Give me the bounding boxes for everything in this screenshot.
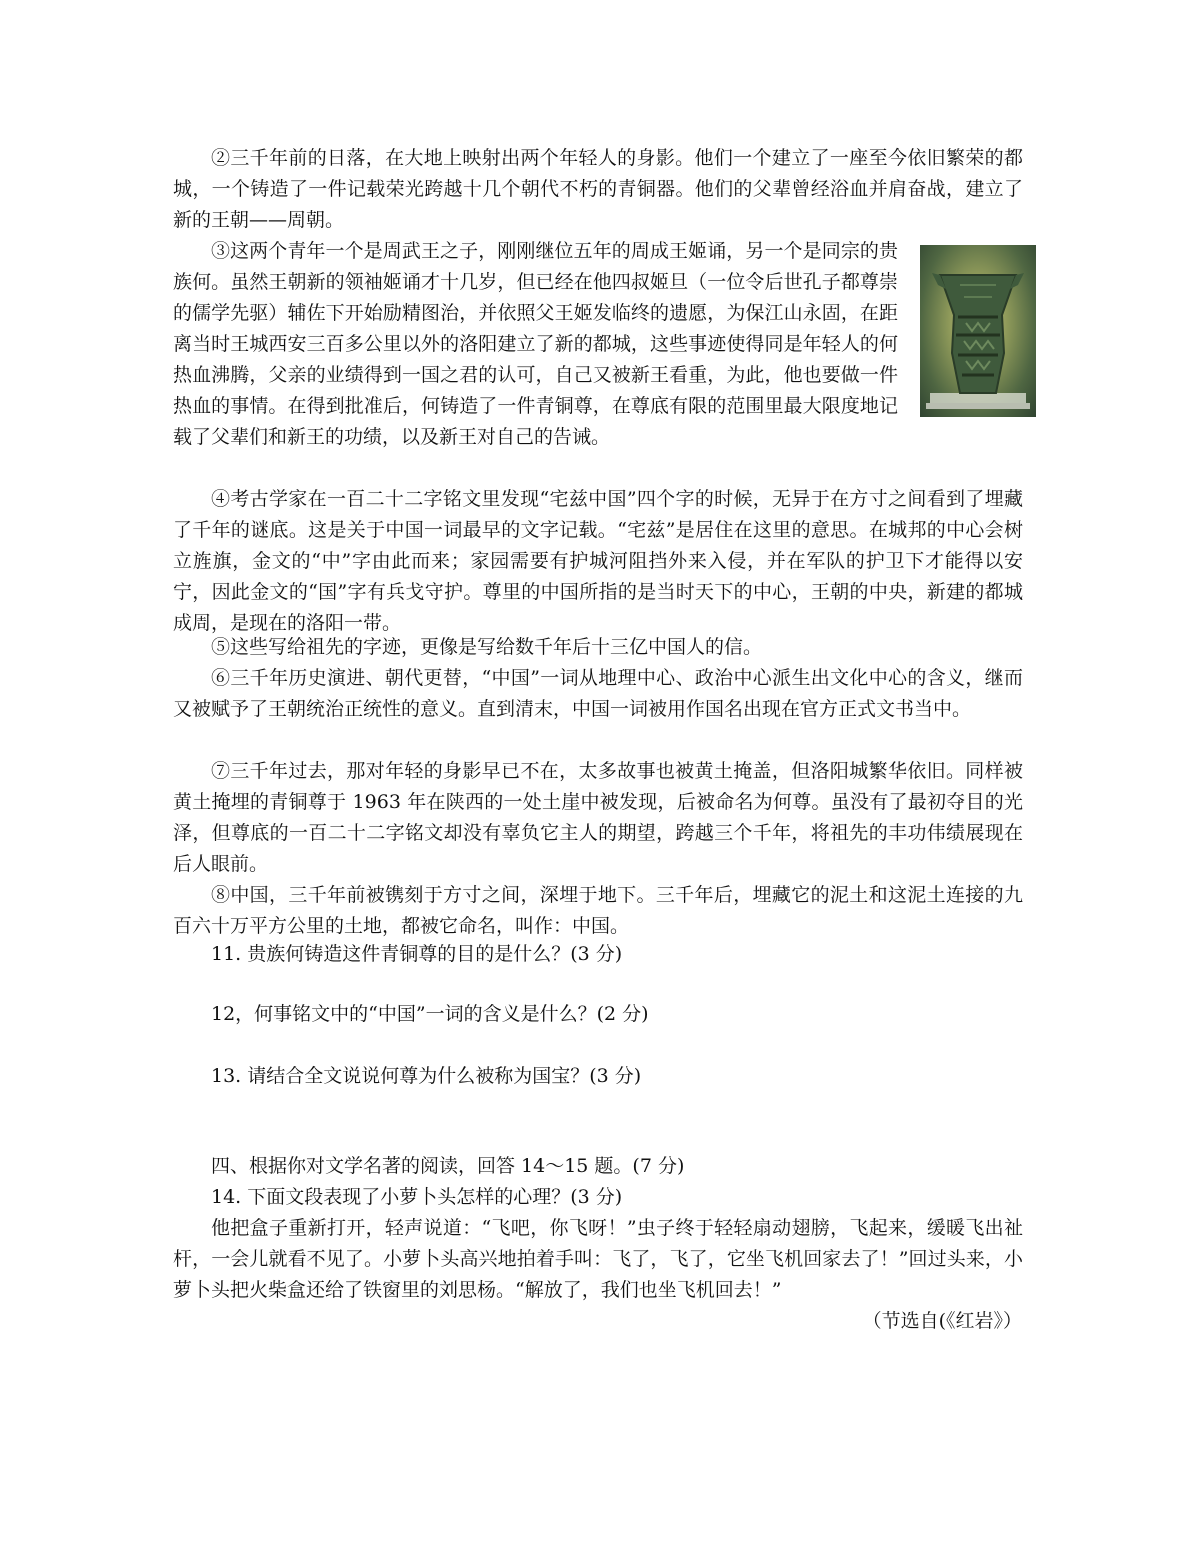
novel-excerpt: 他把盒子重新打开，轻声说道：“飞吧，你飞呀！”虫子终于轻轻扇动翅膀，飞起来，缓暖飞出祉杆，一会儿就看不见了。小萝卜头高兴地拍着手叫：飞了，飞了，它坐飞机回家去了！”回过头来，小萝卜头把火柴盒还给了铁窗里的刘思杨。“解放了，我们也坐飞机回去！” bbox=[173, 1217, 1023, 1301]
excerpt-source: （节选自(《红岩》） bbox=[862, 1310, 1022, 1332]
question-14: 14. 下面文段表现了小萝卜头怎样的心理？(3 分) bbox=[211, 1186, 623, 1208]
paragraph-5: ⑤这些写给祖先的字迹，更像是写给数千年后十三亿中国人的信。 bbox=[211, 636, 763, 658]
section-4-heading: 四、根据你对文学名著的阅读，回答 14～15 题。(7 分) bbox=[211, 1155, 685, 1177]
paragraph-4: ④考古学家在一百二十二字铭文里发现“宅兹中国”四个字的时候，无异于在方寸之间看到了埋藏了千年的谜底。这是关于中国一词最早的文字记载。“宅兹”是居住在这里的意思。在城邦的中心会树立旌旗，金文的“中”字由此而来；家园需要有护城河阻挡外来入侵，并在军队的护卫下才能得以安宁，因此金文的“国”字有兵戈守护。尊里的中国所指的是当时天下的中心，王朝的中央，新建的都城成周，是现在的洛阳一带。 bbox=[173, 488, 1023, 634]
paragraph-8: ⑧中国，三千年前被镌刻于方寸之间，深埋于地下。三千年后，埋藏它的泥土和这泥土连接的九百六十万平方公里的土地，都被它命名，叫作：中国。 bbox=[173, 884, 1023, 937]
paragraph-6: ⑥三千年历史演进、朝代更替，“中国”一词从地理中心、政治中心派生出文化中心的含义，继而又被赋予了王朝统治正统性的意义。直到清末，中国一词被用作国名出现在官方正式文书当中。 bbox=[173, 667, 1023, 720]
paragraph-2: ②三千年前的日落，在大地上映射出两个年轻人的身影。他们一个建立了一座至今依旧繁荣的都城，一个铸造了一件记载荣光跨越十几个朝代不朽的青铜器。他们的父辈曾经浴血并肩奋战，建立了新的王朝——周朝。 bbox=[173, 147, 1023, 231]
paragraph-3: ③这两个青年一个是周武王之子，刚刚继位五年的周成王姬诵，另一个是同宗的贵族何。虽然王朝新的领袖姬诵才十几岁，但已经在他四叔姬旦（一位令后世孔子都尊崇的儒学先驱）辅佐下开始励精图治，并依照父王姬发临终的遗愿，为保江山永固，在距离当时王城西安三百多公里以外的洛阳建立了新的都城，这些事迹使得同是年轻人的何热血沸腾，父亲的业绩得到一国之君的认可，自己又被新王看重，为此，他也要做一件热血的事情。在得到批准后，何铸造了一件青铜尊，在尊底有限的范围里最大限度地记载了父辈们和新王的功绩，以及新王对自己的告诫。 bbox=[173, 240, 898, 448]
bronze-vessel-icon bbox=[920, 245, 1036, 417]
question-12: 12，何事铭文中的“中国”一词的含义是什么？(2 分) bbox=[211, 1003, 649, 1025]
question-13: 13. 请结合全文说说何尊为什么被称为国宝？(3 分) bbox=[211, 1065, 642, 1087]
bronze-vessel-image bbox=[920, 245, 1036, 417]
question-11: 11. 贵族何铸造这件青铜尊的目的是什么？(3 分) bbox=[211, 943, 623, 965]
paragraph-7: ⑦三千年过去，那对年轻的身影早已不在，太多故事也被黄土掩盖，但洛阳城繁华依旧。同样被黄土掩埋的青铜尊于 1963 年在陕西的一处土崖中被发现，后被命名为何尊。虽没有了最初夺目的光泽，但尊底的一百二十二字铭文却没有辜负它主人的期望，跨越三个千年，将祖先的丰功伟绩展现在后人眼前。 bbox=[173, 760, 1023, 875]
